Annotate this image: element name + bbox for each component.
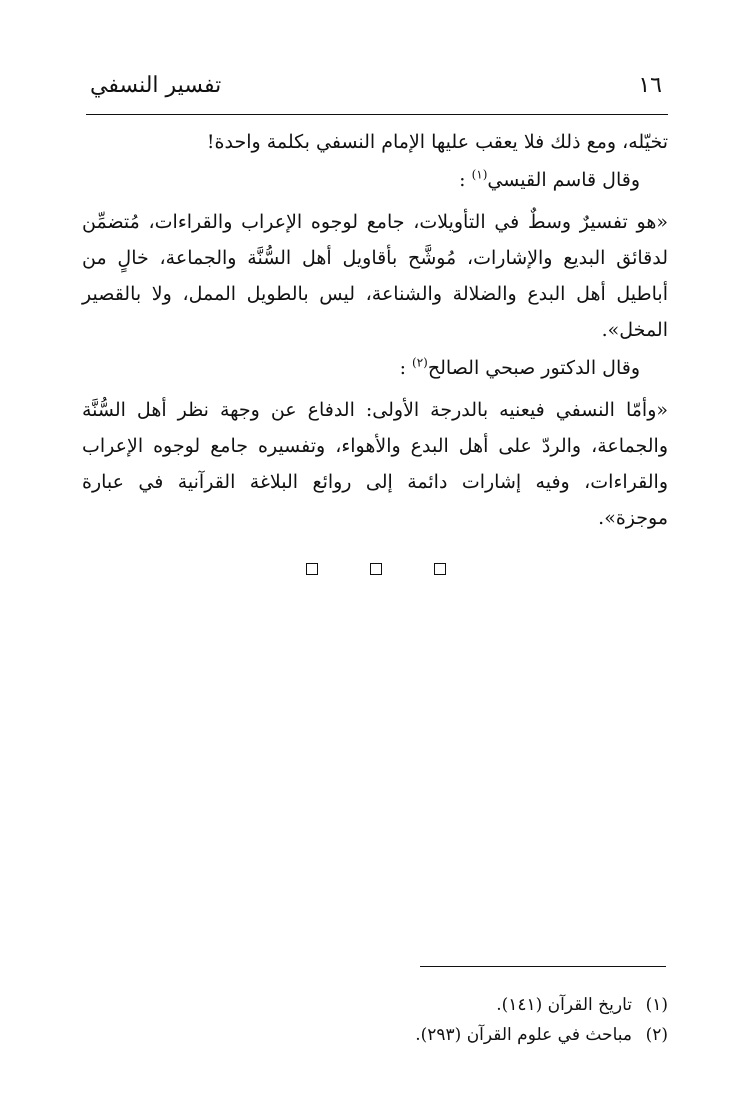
- paragraph-4: [82, 350, 668, 386]
- header-rule: [86, 114, 668, 115]
- paragraph-1: تخيّله، ومع ذلك فلا يعقب عليها الإمام النسفي بكلمة واحدة!: [206, 131, 668, 153]
- paragraph-2-colon: :: [459, 169, 466, 191]
- footnote-1: [300, 990, 668, 1020]
- paragraph-2: [82, 162, 668, 198]
- quote-1: «هو تفسيرٌ وسطٌ في التأويلات، جامع لوجوه الإعراب والقراءات، مُتضمِّن لدقائق البديع والإشارات، مُوشَّح بأقاويل أهل السُّنَّة والجماعة، خالٍ من أباطيل أهل البدع والضلالة والشناعة، ليس بالطويل الممل، ولا بالقصير المخل».: [82, 211, 668, 341]
- page-number: ١٦: [638, 73, 662, 98]
- footnote-mark: (٢): [645, 1025, 668, 1045]
- page-header: [86, 70, 668, 110]
- footnote-mark: (١): [645, 995, 668, 1015]
- footnote-ref-2: (٢): [412, 355, 428, 370]
- paragraph-4-colon: :: [399, 357, 406, 379]
- footnote-text: تاريخ القرآن (١٤١).: [496, 995, 632, 1015]
- section-separator: [306, 563, 450, 577]
- body-text: [82, 124, 668, 536]
- paragraph-4-text: وقال الدكتور صبحي الصالح: [427, 357, 640, 379]
- hollow-square-icon: [434, 563, 446, 575]
- footnotes: [300, 990, 668, 1050]
- footnote-2: [300, 1020, 668, 1050]
- paragraph-2-text: وقال قاسم القيسي: [487, 169, 640, 191]
- quote-2: «وأمّا النسفي فيعنيه بالدرجة الأولى: الدفاع عن وجهة نظر أهل السُّنَّة والجماعة، والردّ على أهل البدع والأهواء، وتفسيره جامع لوجوه الإعراب والقراءات، وفيه إشارات دائمة إلى روائع البلاغة القرآنية في عبارة موجزة».: [82, 399, 668, 529]
- footnote-ref-1: (١): [471, 167, 488, 182]
- running-title: تفسير النسفي: [90, 73, 222, 98]
- hollow-square-icon: [370, 563, 382, 575]
- footnote-rule: [420, 966, 666, 967]
- footnote-text: مباحث في علوم القرآن (٢٩٣).: [415, 1025, 632, 1045]
- hollow-square-icon: [306, 563, 318, 575]
